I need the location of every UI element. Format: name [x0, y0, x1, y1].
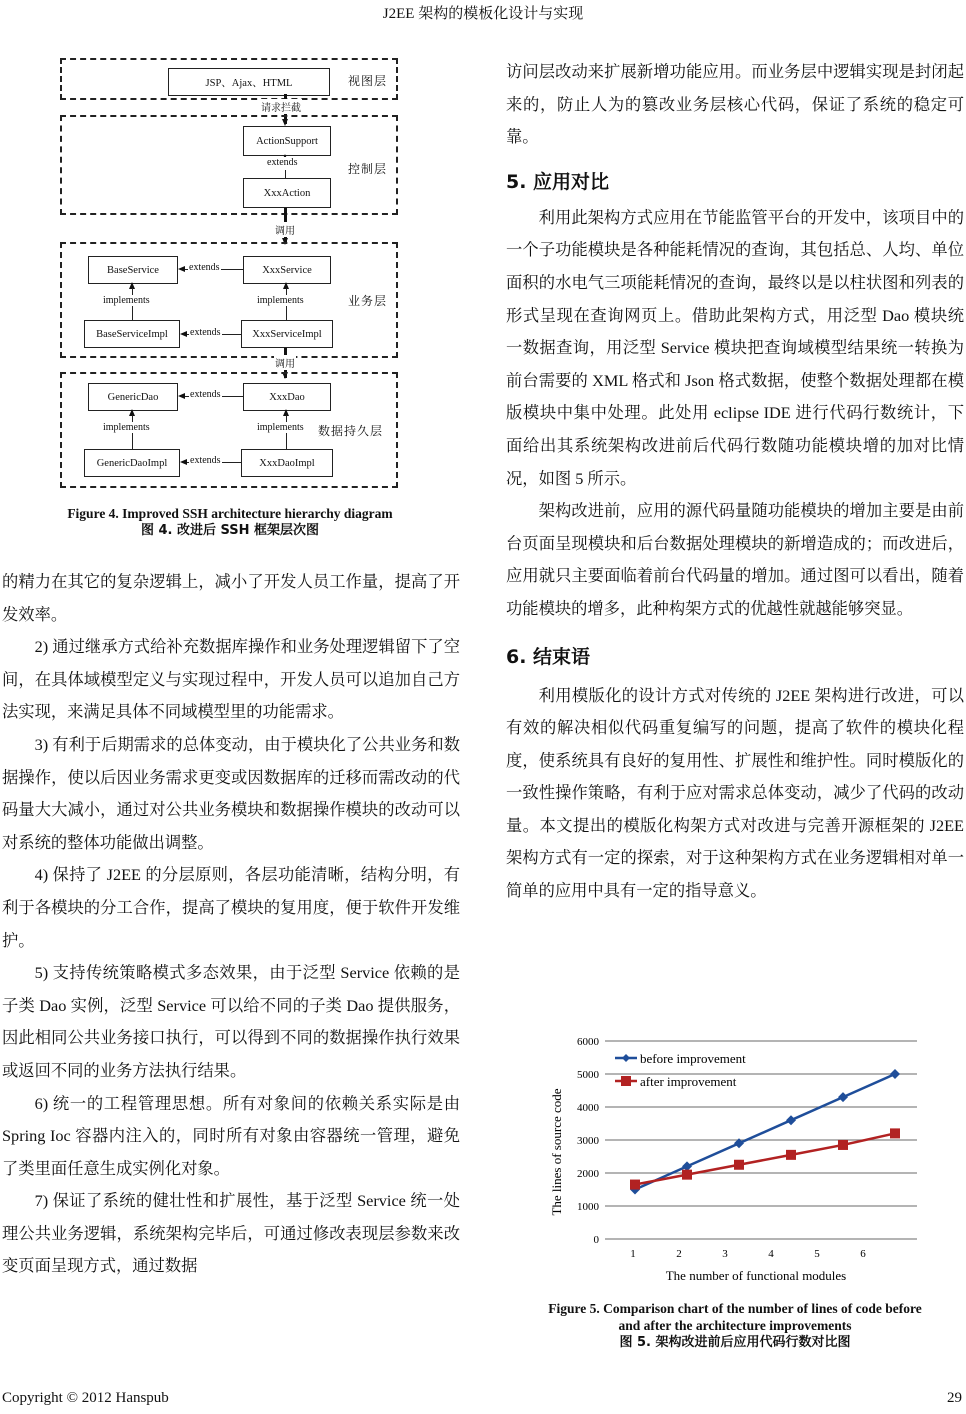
left-column [2, 566, 460, 1283]
data-point [786, 1150, 796, 1160]
section-heading: 5. 应用对比 [506, 170, 610, 193]
edge-label-extends: extends [190, 455, 221, 466]
edge-label-extends: extends [190, 327, 221, 338]
figure4-caption-zh: 图 4. 改进后 SSH 框架层次图 [140, 523, 320, 538]
x-tick-label: 4 [768, 1248, 774, 1260]
right-column [506, 56, 964, 908]
x-tick-labels [630, 1248, 866, 1260]
copyright: Copyright © 2012 Hanspub [2, 1390, 169, 1406]
arrow-left-icon [180, 459, 187, 465]
y-axis-label: The lines of source code [549, 1088, 564, 1216]
y-tick-label: 5000 [577, 1069, 599, 1081]
paragraph: 4) 保持了 J2EE 的分层原则，各层功能清晰，结构分明，有利于各模块的分工合作，提高了模块的复用度，便于软件开发维护。 [2, 865, 460, 950]
figure5-caption [506, 1300, 964, 1351]
legend-label: after improvement [640, 1074, 737, 1089]
legend-marker [621, 1076, 631, 1086]
figure5-caption-en-line1: Figure 5. Comparison chart of the number of lines of code before [548, 1301, 922, 1316]
box-xxx-action: XxxAction [243, 178, 331, 208]
x-tick-label: 2 [676, 1248, 682, 1260]
data-point [838, 1140, 848, 1150]
edge-label-implements: implements [103, 422, 150, 433]
y-tick-label: 4000 [577, 1102, 599, 1114]
arrow-left-icon [180, 331, 187, 337]
figure5-caption-en-line2: and after the architecture improvements [618, 1318, 852, 1333]
paragraph: 3) 有利于后期需求的总体变动，由于模块化了公共业务和数据操作，使以后因业务需求更变或因数据库的迁移而需改动的代码量大大减小，通过对公共业务模块和数据操作模块的改动可以对系统的整体功能做出调整。 [2, 734, 460, 852]
box-action-support: ActionSupport [243, 126, 331, 156]
edge-label-call: 调用 [274, 355, 296, 370]
y-tick-label: 1000 [577, 1201, 599, 1213]
x-axis-label: The number of functional modules [665, 1268, 847, 1283]
data-point [890, 1128, 900, 1138]
box-base-service-impl: BaseServiceImpl [84, 320, 180, 348]
edge-label-extends: extends [267, 157, 298, 168]
edge-label-call: 调用 [274, 222, 296, 237]
box-xxx-service: XxxService [243, 256, 331, 284]
legend-label: before improvement [640, 1051, 746, 1066]
paragraph: 6) 统一的工程管理思想。所有对象间的依赖关系实际是由 Spring Ioc 容器内注入的，同时所有对象由容器统一管理，避免了类里面任意生成实例化对象。 [2, 1093, 460, 1178]
paragraph: 2) 通过继承方式给补充数据库操作和业务处理逻辑留下了空间，在具体域模型定义与实现过程中，开发人员可以追加自己方法实现，来满足具体不同域模型里的功能需求。 [2, 637, 460, 722]
y-tick-labels [577, 1036, 600, 1246]
box-generic-dao: GenericDao [88, 383, 178, 411]
figure4-caption-en: Figure 4. Improved SSH architecture hierarchy diagram [67, 506, 393, 521]
paragraph: 架构改进前，应用的源代码量随功能模块的增加主要是由前台页面呈现模块和后台数据处理模块的新增造成的；而改进后，应用就只主要面临着前台代码量的增加。通过图可以看出，随着功能模块的增多，此种构架方式的优越性就越能够突显。 [506, 501, 964, 618]
figure4-caption [0, 505, 460, 539]
paragraph: 5) 支持传统策略模式多态效果，由于泛型 Service 依赖的是子类 Dao 实例，泛型 Service 可以给不同的子类 Dao 提供服务，因此相同公共业务接口执行，可以得到不同的数据操作执行效果或返回不同的业务方法执行结果。 [2, 963, 460, 1080]
layer-label-persistence: 数据持久层 [318, 424, 384, 438]
line-chart [545, 1035, 925, 1285]
y-tick-label: 2000 [577, 1168, 599, 1180]
x-tick-label: 6 [860, 1248, 866, 1260]
layer-label-view: 视图层 [348, 74, 388, 88]
box-generic-dao-impl: GenericDaoImpl [84, 449, 180, 477]
edge-label-intercept: 请求拦截 [260, 99, 302, 114]
paragraph: 访问层改动来扩展新增功能应用。而业务层中逻辑实现是封闭起来的，防止人为的篡改业务层核心代码，保证了系统的稳定可靠。 [506, 62, 964, 147]
connector [285, 170, 286, 178]
x-tick-label: 3 [722, 1248, 728, 1260]
edge-label-extends: extends [190, 389, 221, 400]
x-tick-label: 1 [630, 1248, 636, 1260]
box-base-service: BaseService [88, 256, 178, 284]
y-tick-label: 6000 [577, 1036, 599, 1048]
box-xxx-dao-impl: XxxDaoImpl [241, 449, 333, 477]
series-line-after [635, 1133, 895, 1184]
box-xxx-dao: XxxDao [243, 383, 331, 411]
arrow-left-icon [178, 393, 185, 399]
paragraph: 7) 保证了系统的健壮性和扩展性，基于泛型 Service 统一处理公共业务逻辑，系统架构完毕后，可通过修改表现层参数来改变页面呈现方式，通过数据 [2, 1191, 460, 1276]
section-heading: 6. 结束语 [506, 645, 591, 668]
data-point [838, 1092, 848, 1102]
data-point [890, 1069, 900, 1079]
series-line-before [635, 1074, 895, 1190]
y-tick-label: 3000 [577, 1135, 599, 1147]
paragraph: 的精力在其它的复杂逻辑上，减小了开发人员工作量，提高了开发效率。 [2, 572, 460, 624]
legend-marker [622, 1054, 630, 1062]
x-tick-label: 5 [814, 1248, 820, 1260]
y-tick-label: 0 [593, 1234, 599, 1246]
paragraph: 利用模版化的设计方式对传统的 J2EE 架构进行改进，可以有效的解决相似代码重复编写的问题，提高了软件的模块化程度，使系统具有良好的复用性、扩展性和维护性。同时模版化的一致性操作策略，有利于应对需求总体变动，减少了代码的改动量。本文提出的模版化构架方式对改进与完善开源框架的 J2EE 架构方式有一定的探索，对于这种架构方式在业务逻辑相对单一简单的应用中具有一定的指导意义。 [506, 685, 964, 901]
box-view: JSP、Ajax、HTML [168, 68, 330, 96]
arrow-left-icon [178, 266, 185, 272]
running-title: J2EE 架构的模板化设计与实现 [382, 6, 584, 22]
data-point [682, 1170, 692, 1180]
page-number: 29 [947, 1390, 962, 1406]
edge-label-implements: implements [257, 295, 304, 306]
data-point [630, 1180, 640, 1190]
data-point [734, 1160, 744, 1170]
edge-label-extends: extends [189, 262, 220, 273]
edge-label-implements: implements [103, 295, 150, 306]
paragraph: 利用此架构方式应用在节能监管平台的开发中，该项目中的一个子功能模块是各种能耗情况的查询，其包括总、人均、单位面积的水电气三项能耗情况的查询，最终以是以柱状图和列表的形式呈现在查询网页上。借助此架构方式，用泛型 Dao 模块统一数据查询，用泛型 Service 模块把查询域模型结果统一转换为前台需要的 XML 格式和 Json 格式数据，使整个数据处理都在模版模块中集中处理。此处用 eclipse IDE 进行代码行数统计，下面给出其系统架构改进前后代码行数随功能模块增的加对比情况，如图 5 所示。 [506, 207, 964, 488]
box-xxx-service-impl: XxxServiceImpl [241, 320, 333, 348]
legend [615, 1051, 746, 1089]
edge-label-implements: implements [257, 422, 304, 433]
architecture-diagram [58, 58, 400, 486]
data-point [786, 1115, 796, 1125]
figure5-caption-zh: 图 5. 架构改进前后应用代码行数对比图 [619, 1335, 851, 1350]
layer-label-business: 业务层 [348, 294, 388, 308]
layer-label-control: 控制层 [348, 162, 388, 176]
